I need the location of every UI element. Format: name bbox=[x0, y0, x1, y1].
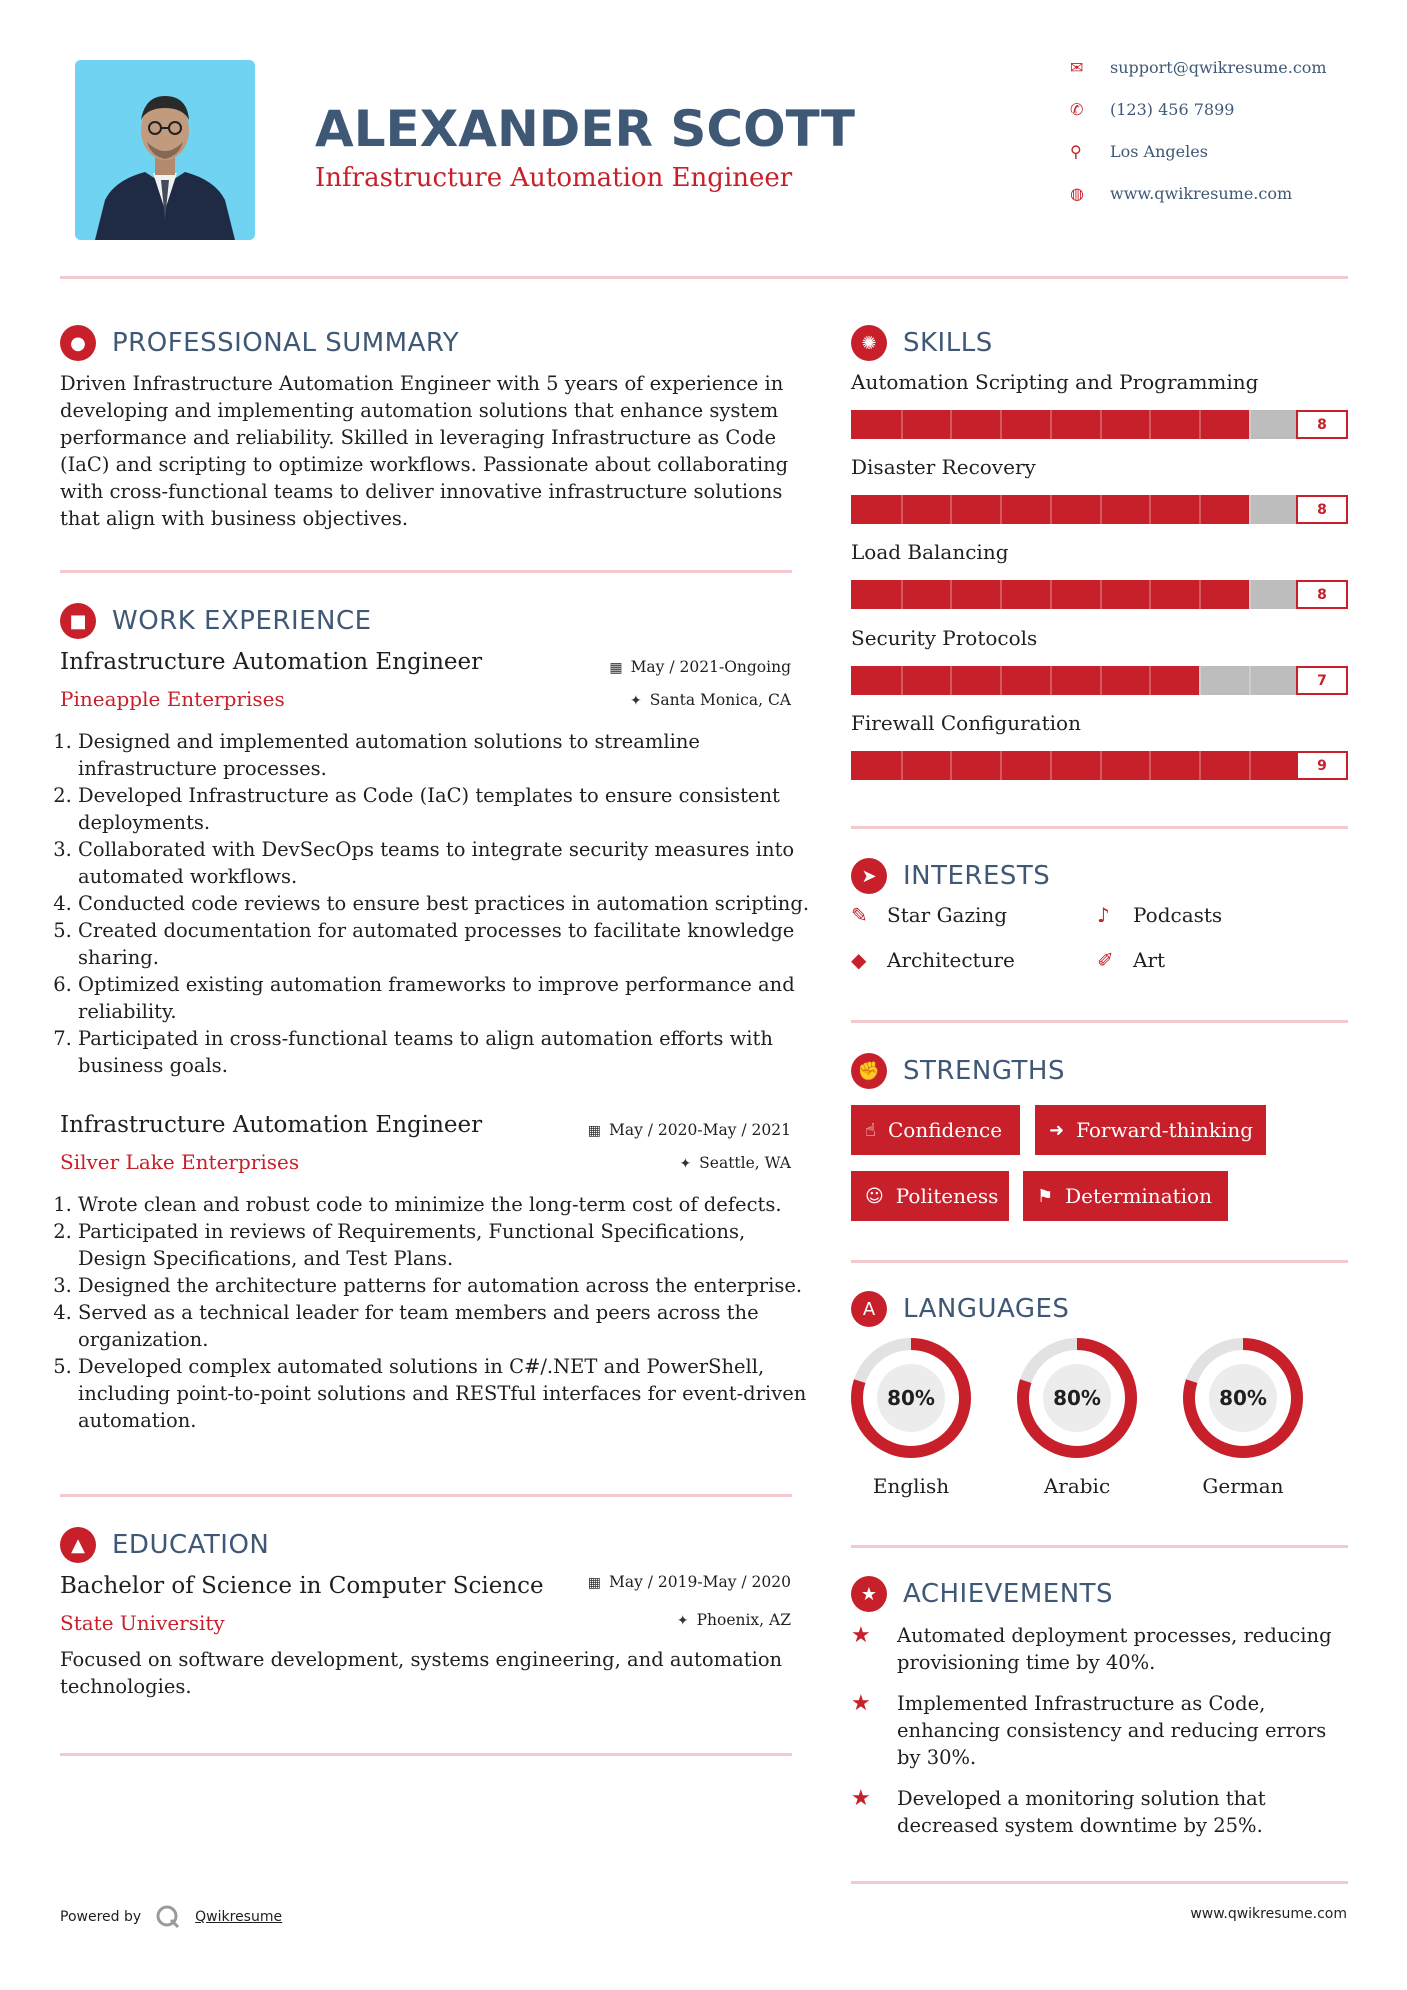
smile-icon: ☺ bbox=[865, 1185, 884, 1207]
education-dates-text: May / 2019-May / 2020 bbox=[608, 1573, 791, 1591]
globe-icon: ◍ bbox=[1070, 184, 1084, 203]
interest-star-gazing bbox=[851, 903, 1007, 927]
fist-icon: ✊ bbox=[851, 1053, 887, 1089]
skill-5-bar bbox=[851, 751, 1348, 780]
language-english bbox=[849, 1336, 973, 1498]
job-2-location bbox=[679, 1154, 791, 1172]
contact-email[interactable] bbox=[1070, 58, 1370, 77]
strengths-heading bbox=[851, 1053, 1065, 1089]
skill-bar-segment bbox=[950, 495, 952, 524]
briefcase-icon: ■ bbox=[60, 603, 96, 639]
languages-divider bbox=[851, 1545, 1348, 1548]
skill-bar-segment bbox=[1000, 666, 1002, 695]
star-icon: ★ bbox=[851, 1786, 871, 1811]
language-arabic-name: Arabic bbox=[1043, 1474, 1111, 1498]
qwikresume-logo-icon bbox=[155, 1904, 181, 1930]
paintbrush-icon: ✐ bbox=[1097, 948, 1114, 972]
skill-4-bar bbox=[851, 666, 1348, 695]
education-divider bbox=[60, 1753, 792, 1756]
strength-politeness bbox=[851, 1171, 1009, 1221]
skill-bar-segment bbox=[1199, 580, 1201, 609]
job-1-location-text: Santa Monica, CA bbox=[649, 691, 791, 709]
skill-bar-segment bbox=[1000, 495, 1002, 524]
calendar-icon: ▦ bbox=[587, 1123, 601, 1139]
contact-website[interactable] bbox=[1070, 184, 1370, 203]
achievement-3 bbox=[851, 1785, 1351, 1839]
interest-label: Podcasts bbox=[1133, 903, 1223, 927]
footer-powered-by bbox=[60, 1904, 282, 1930]
language-icon: A bbox=[851, 1291, 887, 1327]
interest-label: Art bbox=[1133, 948, 1166, 972]
skill-bar-segment bbox=[1149, 666, 1151, 695]
strengths-divider bbox=[851, 1260, 1348, 1263]
skill-bar-segment bbox=[1000, 580, 1002, 609]
skill-4-label: Security Protocols bbox=[851, 626, 1038, 650]
language-german-percent: 80% bbox=[1219, 1386, 1267, 1410]
summary-divider bbox=[60, 570, 792, 573]
achievements-divider bbox=[851, 1881, 1348, 1884]
language-arabic-percent: 80% bbox=[1053, 1386, 1101, 1410]
pin-icon: ✦ bbox=[676, 1613, 689, 1629]
job-2-bullets bbox=[60, 1191, 813, 1434]
skill-bar-segment bbox=[901, 495, 903, 524]
user-icon: ● bbox=[60, 325, 96, 361]
language-german bbox=[1181, 1336, 1305, 1498]
job-1-dates bbox=[609, 658, 791, 676]
skill-bar-segment bbox=[1199, 495, 1201, 524]
interest-label: Architecture bbox=[887, 948, 1015, 972]
list-item: 5. Created documentation for automated processes to facilitate knowledge sharing. bbox=[78, 917, 813, 971]
skill-bar-segment bbox=[950, 580, 952, 609]
qwikresume-link[interactable]: Qwikresume bbox=[195, 1909, 283, 1925]
skill-bar-segment bbox=[1199, 666, 1201, 695]
education-location bbox=[677, 1611, 791, 1629]
skill-bar-segment bbox=[1149, 410, 1151, 439]
skill-2-bar bbox=[851, 495, 1348, 524]
education-school: State University bbox=[60, 1611, 225, 1635]
language-english-percent: 80% bbox=[887, 1386, 935, 1410]
list-item: 3. Designed the architecture patterns for automation across the enterprise. bbox=[78, 1272, 813, 1299]
job-1-company: Pineapple Enterprises bbox=[60, 687, 285, 711]
profile-photo bbox=[75, 60, 255, 240]
telescope-icon: ✎ bbox=[851, 903, 868, 927]
phone-icon: ✆ bbox=[1070, 100, 1084, 119]
skill-bar-segment bbox=[1249, 751, 1251, 780]
graduation-icon: ▲ bbox=[60, 1527, 96, 1563]
skill-bar-segment bbox=[1000, 751, 1002, 780]
footer-website[interactable]: www.qwikresume.com bbox=[1190, 1906, 1347, 1922]
job-2-title: Infrastructure Automation Engineer bbox=[60, 1112, 483, 1138]
paper-plane-icon: ➤ bbox=[851, 858, 887, 894]
strength-forward-thinking bbox=[1035, 1105, 1266, 1155]
summary-text: Driven Infrastructure Automation Engineer with 5 years of experience in developing and implementing automation solutions that enhance system performance and reliability. Skilled in leveraging Infrastructure as Code (IaC) and scripting to optimize workflows. Passionate about collaborating with cross-functional teams to deliver innovative infrastructure solutions that align with business objectives. bbox=[60, 372, 789, 530]
skill-4-fill bbox=[851, 666, 1199, 695]
education-title: EDUCATION bbox=[112, 1530, 270, 1560]
list-item: 1. Designed and implemented automation solutions to streamline infrastructure processes. bbox=[78, 728, 813, 782]
interest-art bbox=[1097, 948, 1165, 972]
skill-bar-segment bbox=[1249, 666, 1251, 695]
skill-bar-segment bbox=[950, 666, 952, 695]
skill-bar-segment bbox=[1100, 751, 1102, 780]
skill-bar-segment bbox=[1249, 495, 1251, 524]
achievements-heading bbox=[851, 1576, 1113, 1612]
strength-label: Politeness bbox=[895, 1184, 999, 1208]
work-title: WORK EXPERIENCE bbox=[112, 606, 372, 636]
job-2-dates bbox=[588, 1121, 791, 1139]
contact-location-text: Los Angeles bbox=[1110, 142, 1208, 161]
achievement-2 bbox=[851, 1690, 1351, 1771]
languages-heading bbox=[851, 1291, 1069, 1327]
job-2-dates-text: May / 2020-May / 2021 bbox=[608, 1121, 791, 1139]
education-location-text: Phoenix, AZ bbox=[696, 1611, 791, 1629]
contact-phone[interactable] bbox=[1070, 100, 1370, 119]
language-english-name: English bbox=[872, 1474, 950, 1498]
contact-phone-text: (123) 456 7899 bbox=[1110, 100, 1235, 119]
summary-title: PROFESSIONAL SUMMARY bbox=[112, 328, 460, 358]
skill-3-bar bbox=[851, 580, 1348, 609]
education-dates bbox=[588, 1573, 791, 1591]
skill-bar-segment bbox=[1199, 751, 1201, 780]
work-heading bbox=[60, 603, 372, 639]
skill-bar-segment bbox=[1249, 410, 1251, 439]
star-icon: ★ bbox=[851, 1623, 871, 1648]
list-item: 1. Wrote clean and robust code to minimize the long-term cost of defects. bbox=[78, 1191, 813, 1218]
contact-location bbox=[1070, 142, 1370, 161]
list-item: 2. Participated in reviews of Requirements, Functional Specifications, Design Specifications, and Test Plans. bbox=[78, 1218, 813, 1272]
skill-5-label: Firewall Configuration bbox=[851, 711, 1081, 735]
language-arabic bbox=[1015, 1336, 1139, 1498]
skill-bar-segment bbox=[1050, 666, 1052, 695]
education-text: Focused on software development, systems engineering, and automation technologies. bbox=[60, 1648, 783, 1698]
contact-email-text: support@qwikresume.com bbox=[1110, 58, 1327, 77]
interests-heading bbox=[851, 858, 1050, 894]
interest-podcasts bbox=[1097, 903, 1222, 927]
list-item: 2. Developed Infrastructure as Code (IaC) templates to ensure consistent deployments. bbox=[78, 782, 813, 836]
strength-label: Determination bbox=[1065, 1184, 1212, 1208]
pin-icon: ✦ bbox=[679, 1156, 692, 1172]
skill-bar-segment bbox=[1199, 410, 1201, 439]
list-item: 3. Collaborated with DevSecOps teams to integrate security measures into automated workflows. bbox=[78, 836, 813, 890]
achievement-text: Developed a monitoring solution that decreased system downtime by 25%. bbox=[897, 1787, 1266, 1837]
microphone-icon: ♪ bbox=[1097, 903, 1110, 927]
interest-architecture bbox=[851, 948, 1015, 972]
skill-bar-segment bbox=[1100, 410, 1102, 439]
strengths-title: STRENGTHS bbox=[903, 1056, 1065, 1086]
star-icon: ★ bbox=[851, 1691, 871, 1716]
skill-2-label: Disaster Recovery bbox=[851, 455, 1036, 479]
skill-3-level: 8 bbox=[1296, 580, 1348, 609]
skill-bar-segment bbox=[901, 410, 903, 439]
skill-bar-segment bbox=[1050, 751, 1052, 780]
skill-5-fill bbox=[851, 751, 1298, 780]
languages-title: LANGUAGES bbox=[903, 1294, 1070, 1324]
job-2-location-text: Seattle, WA bbox=[699, 1154, 791, 1172]
skill-bar-segment bbox=[1000, 410, 1002, 439]
list-item: 7. Participated in cross-functional teams to align automation efforts with business goals. bbox=[78, 1025, 813, 1079]
header-divider bbox=[60, 276, 1348, 279]
skill-1-bar bbox=[851, 410, 1348, 439]
strength-determination bbox=[1023, 1171, 1228, 1221]
skill-bar-segment bbox=[901, 666, 903, 695]
job-1-title: Infrastructure Automation Engineer bbox=[60, 649, 483, 675]
achievement-1 bbox=[851, 1622, 1351, 1676]
summary-heading bbox=[60, 325, 459, 361]
skill-bar-segment bbox=[1149, 751, 1151, 780]
skill-bar-segment bbox=[1050, 580, 1052, 609]
list-item: 6. Optimized existing automation frameworks to improve performance and reliability. bbox=[78, 971, 813, 1025]
skill-bar-segment bbox=[1249, 580, 1251, 609]
job-1-bullets bbox=[60, 728, 813, 1079]
skills-divider bbox=[851, 826, 1348, 829]
interest-label: Star Gazing bbox=[887, 903, 1008, 927]
arrow-right-icon: ➜ bbox=[1049, 1119, 1065, 1141]
skill-bar-segment bbox=[1050, 495, 1052, 524]
interests-divider bbox=[851, 1020, 1348, 1023]
calendar-icon: ▦ bbox=[609, 660, 623, 676]
job-2-company: Silver Lake Enterprises bbox=[60, 1150, 300, 1174]
skill-bar-segment bbox=[901, 580, 903, 609]
map-pin-icon: ⚲ bbox=[1070, 142, 1082, 161]
list-item: 4. Served as a technical leader for team members and peers across the organization. bbox=[78, 1299, 813, 1353]
ruler-icon: ◆ bbox=[851, 948, 867, 972]
candidate-role: Infrastructure Automation Engineer bbox=[315, 163, 793, 193]
skill-bar-segment bbox=[901, 751, 903, 780]
strength-confidence bbox=[851, 1105, 1020, 1155]
achievement-text: Automated deployment processes, reducing provisioning time by 40%. bbox=[897, 1624, 1332, 1674]
strength-label: Confidence bbox=[887, 1118, 1003, 1142]
calendar-icon: ▦ bbox=[587, 1575, 601, 1591]
list-item: 5. Developed complex automated solutions in C#/.NET and PowerShell, including point-to-point solutions and RESTful interfaces for event-driven automation. bbox=[78, 1353, 813, 1434]
flag-icon: ⚑ bbox=[1037, 1185, 1054, 1207]
education-heading bbox=[60, 1527, 269, 1563]
skill-1-level: 8 bbox=[1296, 410, 1348, 439]
skill-3-label: Load Balancing bbox=[851, 540, 1009, 564]
skill-bar-segment bbox=[1100, 495, 1102, 524]
strength-label: Forward-thinking bbox=[1076, 1118, 1254, 1142]
skill-bar-segment bbox=[950, 410, 952, 439]
language-german-name: German bbox=[1202, 1474, 1284, 1498]
skill-2-level: 8 bbox=[1296, 495, 1348, 524]
candidate-name: ALEXANDER SCOTT bbox=[315, 100, 855, 158]
lightbulb-icon: ✺ bbox=[851, 325, 887, 361]
skill-bar-segment bbox=[1149, 495, 1151, 524]
skills-title: SKILLS bbox=[903, 328, 993, 358]
job-1-dates-text: May / 2021-Ongoing bbox=[630, 658, 791, 676]
interests-title: INTERESTS bbox=[903, 861, 1051, 891]
thumbs-up-icon: ☝ bbox=[865, 1119, 876, 1141]
powered-by-label: Powered by bbox=[60, 1909, 142, 1925]
pin-icon: ✦ bbox=[630, 693, 642, 709]
skill-bar-segment bbox=[1050, 410, 1052, 439]
list-item: 4. Conducted code reviews to ensure best practices in automation scripting. bbox=[78, 890, 813, 917]
skill-bar-segment bbox=[1100, 580, 1102, 609]
award-icon: ★ bbox=[851, 1576, 887, 1612]
skill-4-level: 7 bbox=[1296, 666, 1348, 695]
skill-5-level: 9 bbox=[1296, 751, 1348, 780]
skill-1-label: Automation Scripting and Programming bbox=[851, 370, 1259, 394]
work-divider bbox=[60, 1494, 792, 1497]
skill-bar-segment bbox=[1149, 580, 1151, 609]
skills-heading bbox=[851, 325, 993, 361]
skill-bar-segment bbox=[950, 751, 952, 780]
achievements-title: ACHIEVEMENTS bbox=[903, 1579, 1114, 1609]
education-degree: Bachelor of Science in Computer Science bbox=[60, 1573, 544, 1599]
achievement-text: Implemented Infrastructure as Code, enhancing consistency and reducing errors by 30%. bbox=[897, 1692, 1327, 1769]
envelope-icon: ✉ bbox=[1070, 58, 1084, 77]
job-1-location bbox=[630, 691, 791, 709]
contact-website-text: www.qwikresume.com bbox=[1110, 184, 1293, 203]
skill-bar-segment bbox=[1100, 666, 1102, 695]
